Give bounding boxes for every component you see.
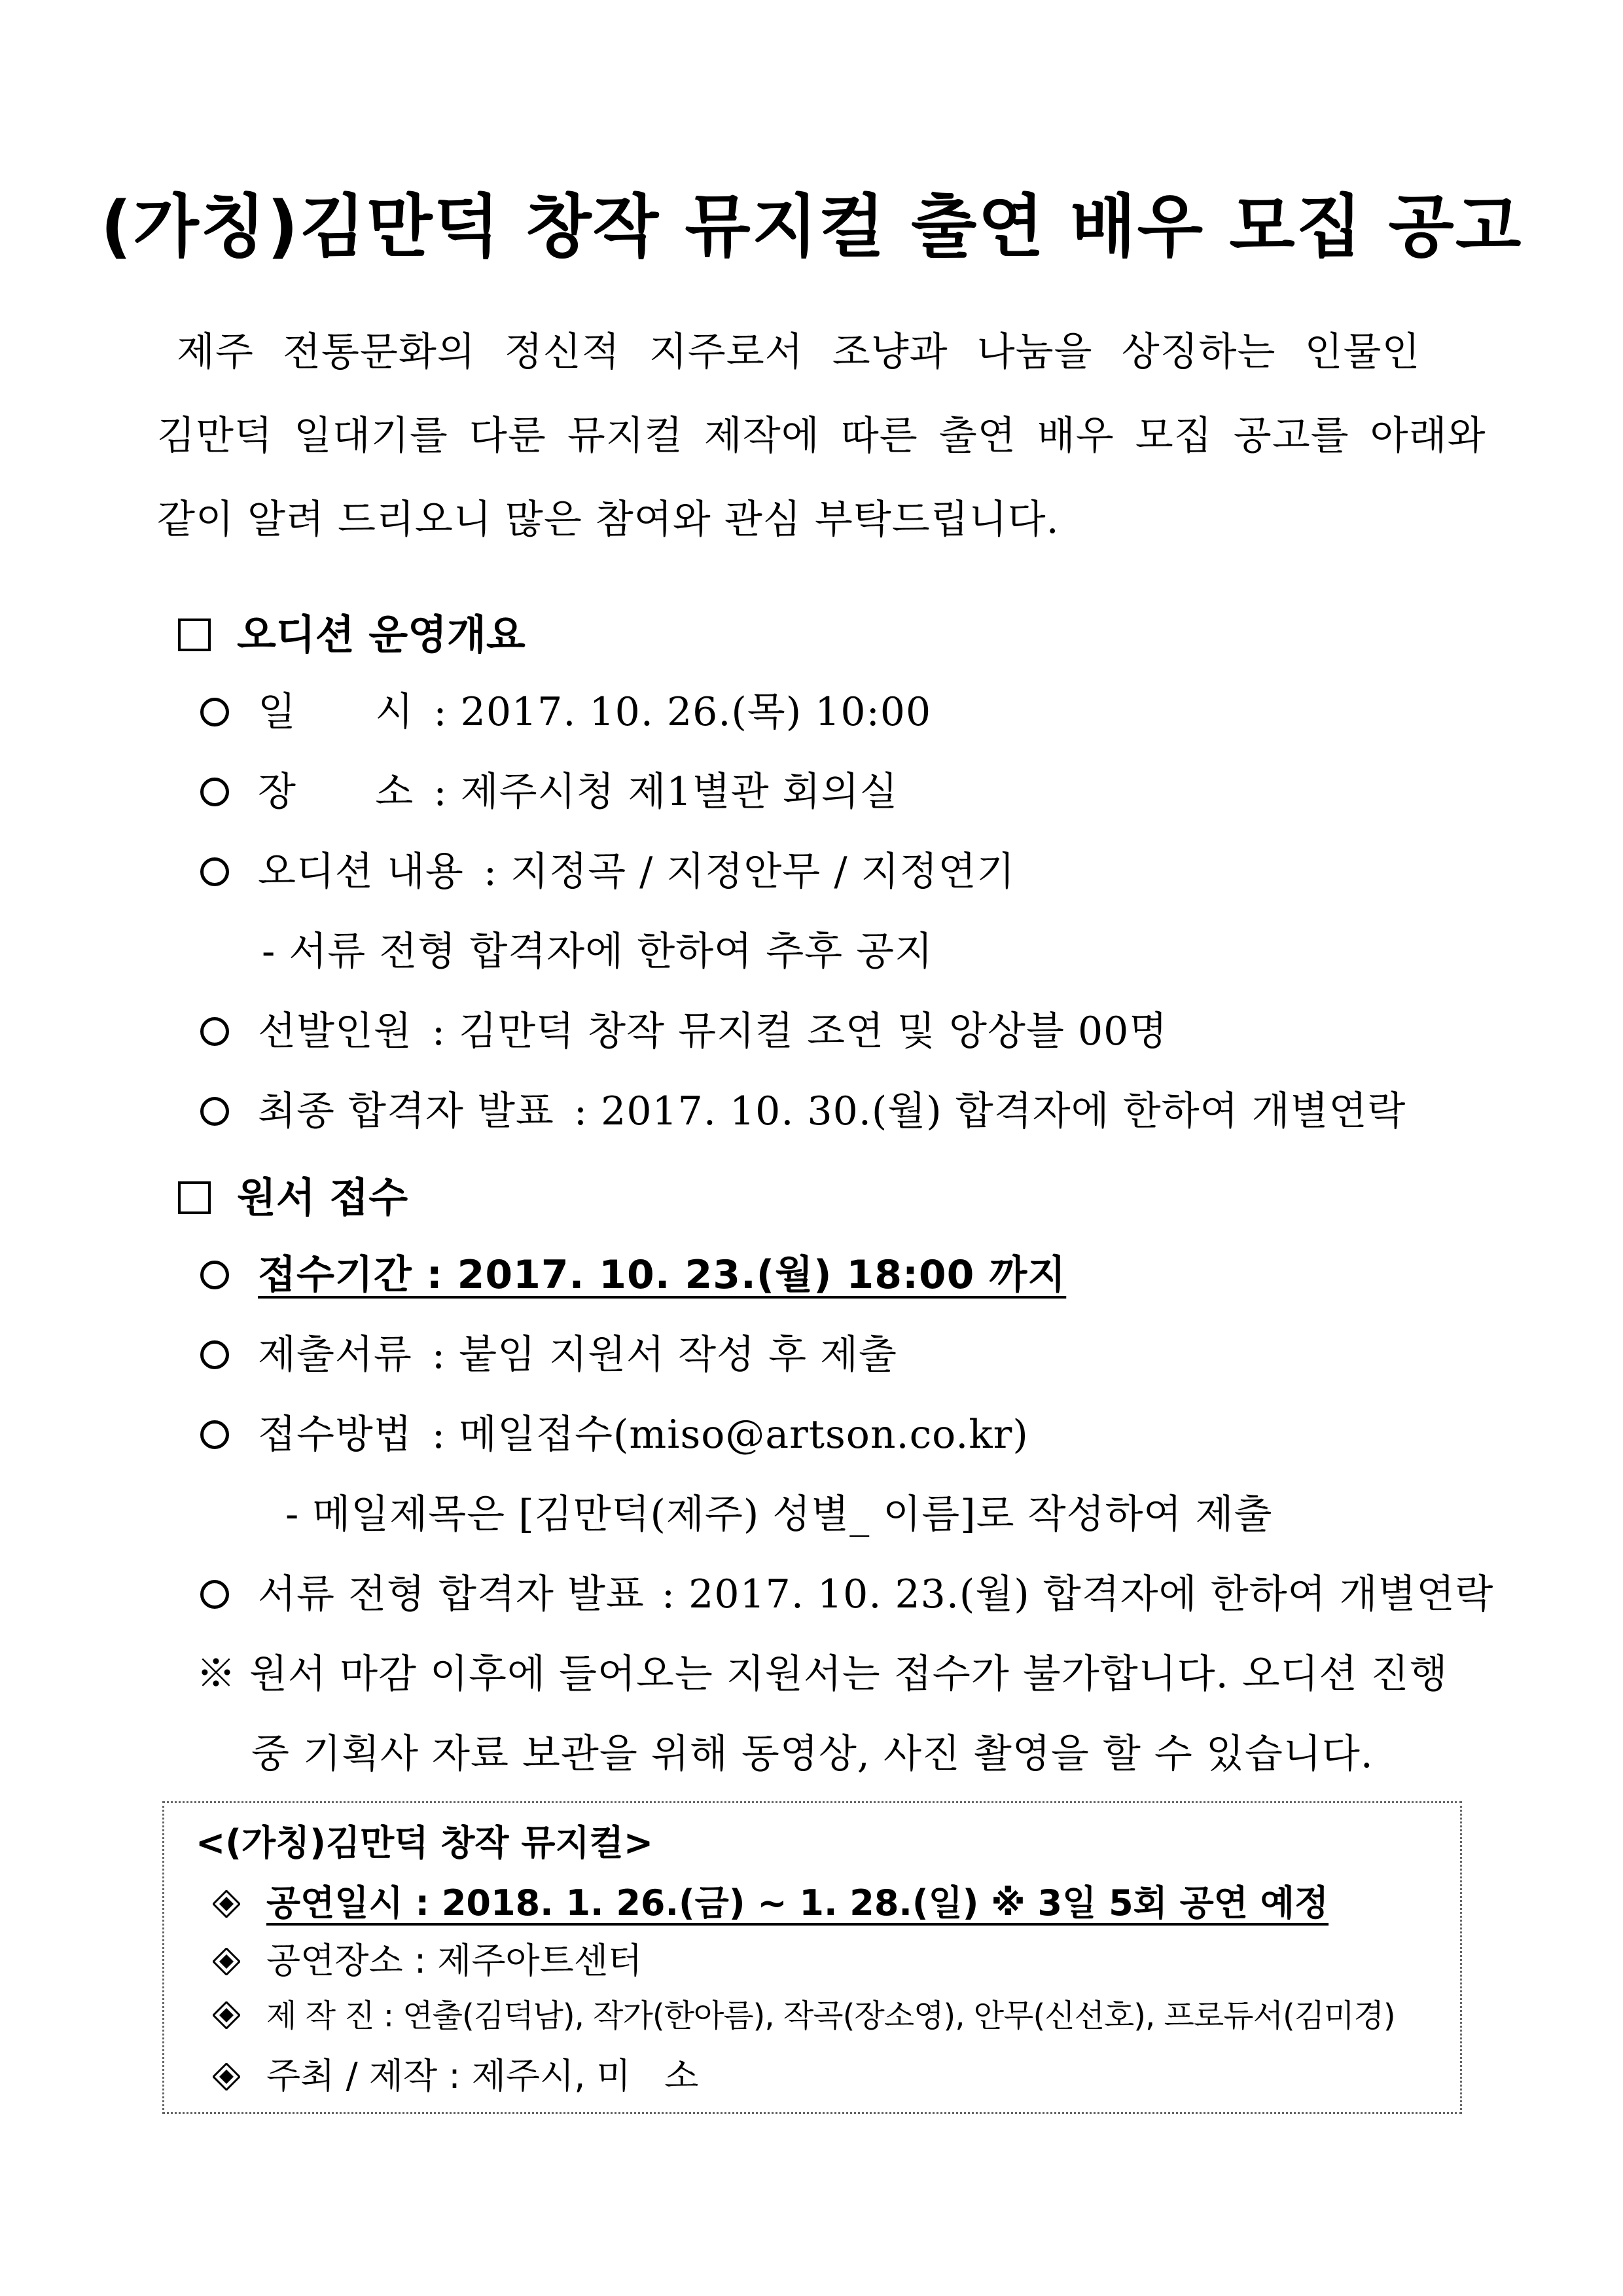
page-title: (가칭)김만덕 창작 뮤지컬 출연 배우 모집 공고 [100, 187, 1523, 266]
circle-bullet-icon [200, 698, 229, 726]
application-doc-result-row [200, 1563, 1493, 1619]
musical-schedule-row [213, 1875, 1329, 1926]
checkbox-square-icon [178, 1181, 211, 1214]
musical-host-row [213, 2048, 698, 2098]
application-notice-line-1: ※ 원서 마감 이후에 들어오는 지원서는 접수가 불가합니다. 오디션 진행 [196, 1651, 1448, 1697]
intro-line-3: 같이 알려 드리오니 많은 참여와 관심 부탁드립니다. [157, 497, 1060, 543]
diamond-bullet-icon [213, 1948, 240, 1975]
circle-bullet-icon [200, 1340, 229, 1369]
application-period: 접수기간 : 2017. 10. 23.(월) 18:00 까지 [258, 1252, 1067, 1298]
audition-place-label: 장 소 [258, 769, 414, 815]
diamond-bullet-icon [213, 1890, 240, 1918]
circle-bullet-icon [200, 1420, 229, 1449]
application-heading-text: 원서 접수 [237, 1174, 408, 1221]
circle-bullet-icon [200, 1580, 229, 1609]
musical-host: 주최 / 제작 : 제주시, 미 소 [266, 2055, 699, 2096]
application-docs-value: : 붙임 지원서 작성 후 제출 [431, 1332, 898, 1378]
audition-place-row [200, 761, 899, 817]
diamond-bullet-icon [213, 2063, 240, 2090]
audition-result-value: : 2017. 10. 30.(월) 합격자에 한하여 개별연락 [573, 1088, 1406, 1134]
audition-heading-text: 오디션 운영개요 [237, 611, 526, 658]
audition-result-row [200, 1080, 1406, 1136]
circle-bullet-icon [200, 1261, 229, 1289]
application-method-label: 접수방법 [258, 1412, 412, 1458]
application-notice-line-2: 중 기획사 자료 보관을 위해 동영상, 사진 촬영을 할 수 있습니다. [251, 1731, 1374, 1777]
musical-schedule: 공연일시 : 2018. 1. 26.(금) ~ 1. 28.(일) ※ 3일 5회 공연 예정 [266, 1882, 1329, 1924]
audition-result-label: 최종 합격자 발표 [258, 1088, 554, 1134]
audition-place-value: : 제주시청 제1별관 회의실 [433, 769, 899, 815]
audition-content-value: : 지정곡 / 지정안무 / 지정연기 [483, 849, 1016, 895]
audition-heading [178, 602, 526, 660]
audition-content-label: 오디션 내용 [258, 849, 464, 895]
musical-venue: 공연장소 : 제주아트센터 [266, 1940, 643, 1981]
musical-info-box [162, 1801, 1462, 2114]
application-doc-result-label: 서류 전형 합격자 발표 [258, 1571, 645, 1617]
audition-selection-value: : 김만덕 창작 뮤지컬 조연 및 앙상블 00명 [431, 1009, 1168, 1054]
audition-selection-row [200, 1000, 1168, 1056]
diamond-bullet-icon [213, 2001, 240, 2029]
audition-selection-label: 선발인원 [258, 1009, 412, 1054]
application-heading [178, 1165, 408, 1223]
musical-venue-row [213, 1933, 642, 1983]
circle-bullet-icon [200, 778, 229, 806]
musical-staff-row [213, 1990, 1395, 2036]
application-method-row [200, 1403, 1029, 1460]
audition-date-value: : 2017. 10. 26.(목) 10:00 [433, 689, 932, 735]
circle-bullet-icon [200, 1017, 229, 1046]
musical-box-heading: <(가칭)김만덕 창작 뮤지컬> [196, 1822, 654, 1863]
application-method-value: : 메일접수(miso@artson.co.kr) [431, 1412, 1029, 1458]
audition-content-note: - 서류 전형 합격자에 한하여 추후 공지 [262, 929, 934, 975]
intro-line-2: 김만덕 일대기를 다룬 뮤지컬 제작에 따른 출연 배우 모집 공고를 아래와 [157, 413, 1486, 459]
musical-staff: 제 작 진 : 연출(김덕남), 작가(한아름), 작곡(장소영), 안무(신선호), 프로듀서(김미경) [266, 1998, 1395, 2034]
circle-bullet-icon [200, 857, 229, 886]
intro-line-1: 제주 전통문화의 정신적 지주로서 조냥과 나눔을 상징하는 인물인 [177, 329, 1421, 375]
checkbox-square-icon [178, 619, 211, 651]
application-docs-row [200, 1323, 897, 1380]
audition-date-label: 일 시 [258, 689, 414, 735]
application-docs-label: 제출서류 [258, 1332, 412, 1378]
circle-bullet-icon [200, 1097, 229, 1126]
audition-date-row [200, 681, 931, 737]
application-doc-result-value: : 2017. 10. 23.(월) 합격자에 한하여 개별연락 [661, 1571, 1494, 1617]
application-period-row [200, 1244, 1066, 1300]
application-method-note: - 메일제목은 [김만덕(제주) 성별_ 이름]로 작성하여 제출 [285, 1492, 1273, 1537]
audition-content-row [200, 840, 1015, 897]
